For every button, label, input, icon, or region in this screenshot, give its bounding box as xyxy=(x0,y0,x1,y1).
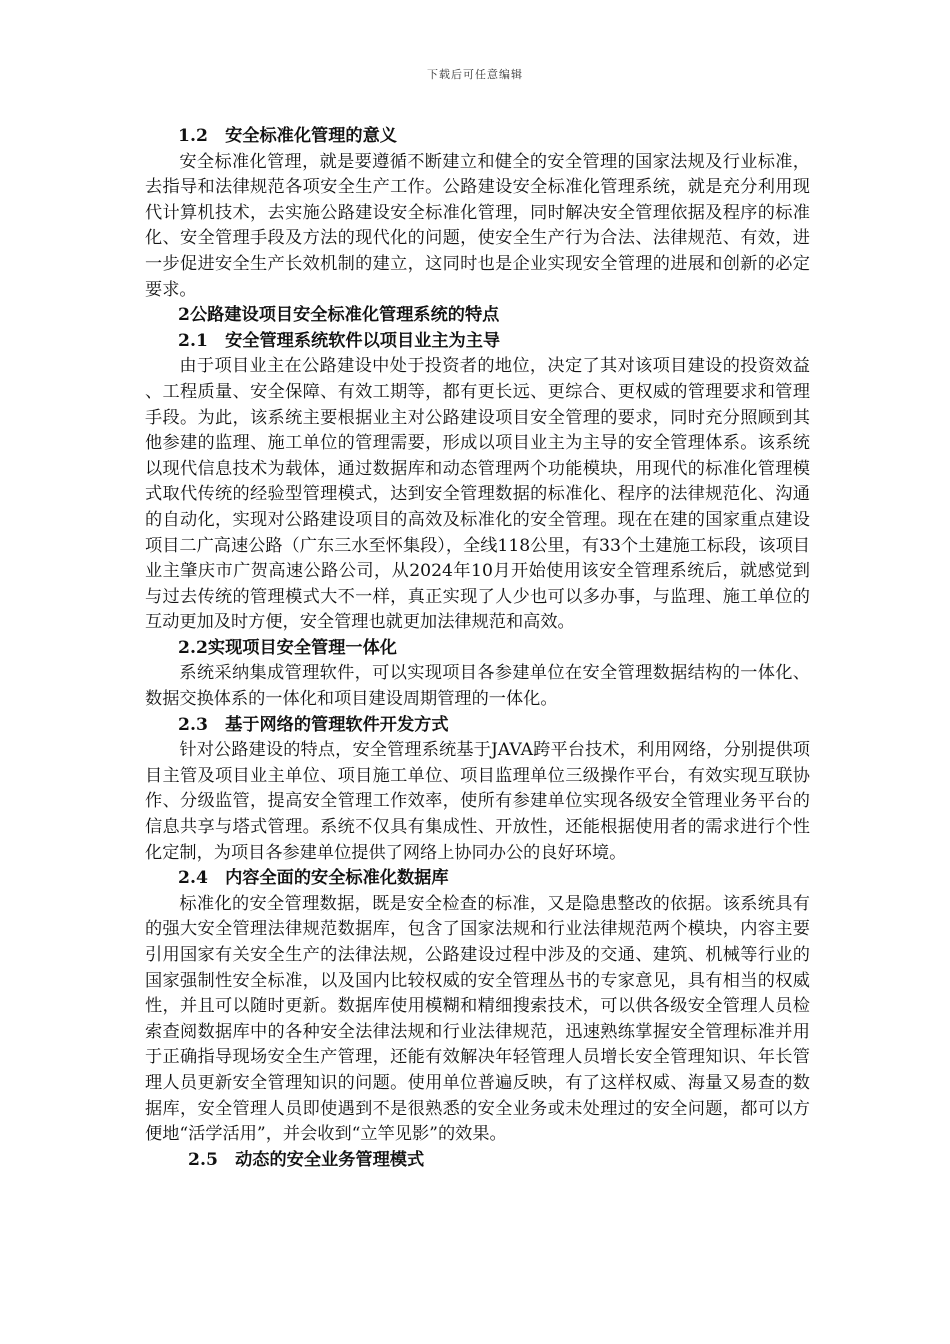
section-heading-1-2: 1.2 安全标准化管理的意义 xyxy=(178,126,397,146)
section-heading-2-3: 2.3 基于网络的管理软件开发方式 xyxy=(178,714,449,735)
section-heading-2: 2公路建设项目安全标准化管理系统的特点 xyxy=(178,305,500,326)
header-note: 下载后可任意编辑 xyxy=(427,68,523,81)
section-heading-2-5: 2.5 动态的安全业务管理模式 xyxy=(188,1149,425,1170)
paragraph-2-3: 针对公路建设的特点，安全管理系统基于JAVA跨平台技术，利用网络，分别提供项目主管及项目业主单位、项目施工单位、项目监理单位三级操作平台，有效实现互联协作、分级监管，提高安全管理工作效率，使所有参建单位实现各级安全管理业务平台的信息共享与塔式管理。系统不仅具有集成性、开放性，还能根据使用者的需求进行个性化定制，为项目各参建单位提供了网络上协同办公的良好环境。 xyxy=(145,740,810,863)
paragraph-2-2: 系统采纳集成管理软件，可以实现项目各参建单位在安全管理数据结构的一体化、数据交换体系的一体化和项目建设周期管理的一体化。 xyxy=(145,663,810,710)
section-heading-2-4: 2.4 内容全面的安全标准化数据库 xyxy=(178,868,449,889)
paragraph-1-2: 安全标准化管理，就是要遵循不断建立和健全的安全管理的国家法规及行业标准，去指导和法律规范各项安全生产工作。公路建设安全标准化管理系统，就是充分利用现代计算机技术，去实施公路建设安全标准化管理，同时解决安全管理依据及程序的标准化、安全管理手段及方法的现代化的问题，使安全生产行为合法、法律规范、有效，进一步促进安全生产长效机制的建立，这同时也是企业实现安全管理的进展和创新的必定要求。 xyxy=(145,151,810,300)
section-heading-2-1: 2.1 安全管理系统软件以项目业主为主导 xyxy=(178,330,501,351)
document-body xyxy=(145,124,810,1173)
paragraph-2-4: 标准化的安全管理数据，既是安全检查的标准，又是隐患整改的依据。该系统具有的强大安全管理法律规范数据库，包含了国家法规和行业法律规范两个模块，内容主要引用国家有关安全生产的法律法规，公路建设过程中涉及的交通、建筑、机械等行业的国家强制性安全标准，以及国内比较权威的安全管理丛书的专家意见，具有相当的权威性，并且可以随时更新。数据库使用模糊和精细搜索技术，可以供各级安全管理人员检索查阅数据库中的各种安全法律法规和行业法律规范，迅速熟练掌握安全管理标准并用于正确指导现场安全生产管理，还能有效解决年轻管理人员增长安全管理知识、年长管理人员更新安全管理知识的问题。使用单位普遍反映，有了这样权威、海量又易查的数据库，安全管理人员即使遇到不是很熟悉的安全业务或未处理过的安全问题，都可以方便地“活学活用”，并会收到“立竿见影”的效果。 xyxy=(145,893,810,1145)
section-heading-2-2: 2.2实现项目安全管理一体化 xyxy=(178,637,397,658)
paragraph-2-1: 由于项目业主在公路建设中处于投资者的地位，决定了其对该项目建设的投资效益、工程质量、安全保障、有效工期等，都有更长远、更综合、更权威的管理要求和管理手段。为此，该系统主要根据业主对公路建设项目安全管理的要求，同时充分照顾到其他参建的监理、施工单位的管理需要，形成以项目业主为主导的安全管理体系。该系统以现代信息技术为载体，通过数据库和动态管理两个功能模块，用现代的标准化管理模式取代传统的经验型管理模式，达到安全管理数据的标准化、程序的法律规范化、沟通的自动化，实现对公路建设项目的高效及标准化的安全管理。现在在建的国家重点建设项目二广高速公路（广东三水至怀集段），全线118公里，有33个土建施工标段，该项目业主肇庆市广贺高速公路公司，从2024年10月开始使用该安全管理系统后，就感觉到与过去传统的管理模式大不一样，真正实现了人少也可以多办事，与监理、施工单位的互动更加及时方便，安全管理也就更加法律规范和高效。 xyxy=(145,356,810,633)
